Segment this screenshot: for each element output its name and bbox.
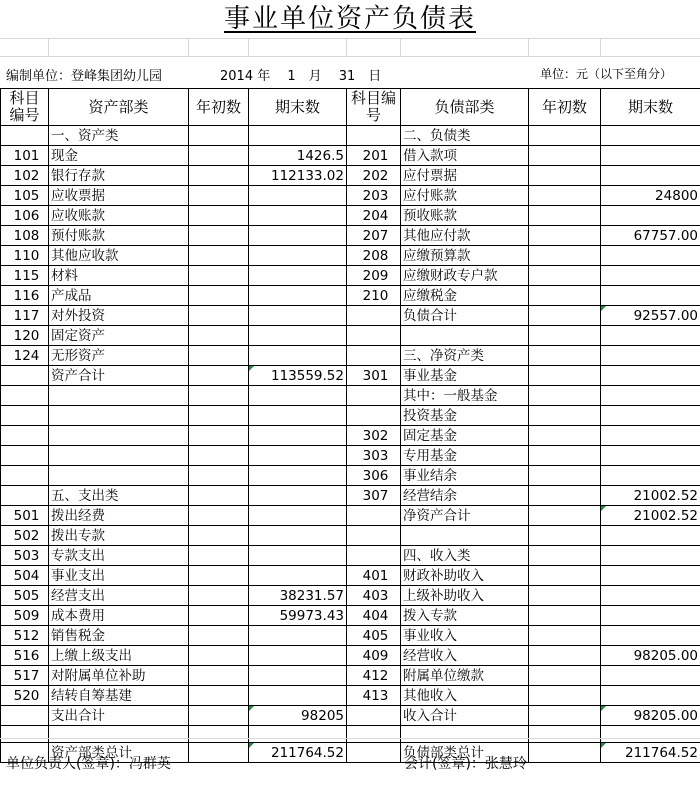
cell-liab-begin [529,366,601,386]
cell-liab-end [601,526,700,546]
cell-liab-end [601,166,700,186]
cell-liab-code: 204 [347,206,401,226]
cell-asset-name: 应收账款 [49,206,189,226]
reporting-unit: 编制单位：登峰集团幼儿园 [6,65,162,84]
cell-liab-end [601,466,700,486]
table-row [1,166,700,186]
cell-liab-name: 借入款项 [401,146,529,166]
cell-asset-code [1,446,49,466]
table-row [1,486,700,506]
cell-liab-end [601,686,700,706]
cell-asset-end [249,626,347,646]
cell-asset-begin [189,626,249,646]
cell-liab-name: 收入合计 [401,706,529,726]
cell-liab-name [401,326,529,346]
cell-liab-begin [529,326,601,346]
cell-asset-name: 一、资产类 [49,126,189,146]
cell-liab-begin [529,466,601,486]
cell-asset-name: 结转自筹基建 [49,686,189,706]
cell-liab-code [347,706,401,726]
cell-liab-code: 413 [347,686,401,706]
cell-liab-code [347,126,401,146]
cell-asset-name [49,406,189,426]
table-row [1,546,700,566]
cell-asset-end [249,246,347,266]
table-row [1,526,700,546]
cell-liab-end: 21002.52 [601,506,700,526]
cell-asset-name: 专款支出 [49,546,189,566]
cell-asset-end: 38231.57 [249,586,347,606]
table-row [1,226,700,246]
table-row [1,466,700,486]
cell-liab-name: 负债部类总计 [401,743,529,763]
cell-liab-begin [529,306,601,326]
cell-asset-end: 113559.52 [249,366,347,386]
cell-liab-code: 203 [347,186,401,206]
cell-asset-code [1,466,49,486]
cell-liab-code: 302 [347,426,401,446]
cell-liab-begin [529,506,601,526]
cell-asset-code: 512 [1,626,49,646]
table-row [1,326,700,346]
cell-asset-begin [189,166,249,186]
cell-liab-code: 202 [347,166,401,186]
table-row [1,246,700,266]
cell-asset-end [249,386,347,406]
cell-asset-begin [189,386,249,406]
cell-liab-begin [529,146,601,166]
table-row [1,126,700,146]
cell-liab-code [347,406,401,426]
cell-liab-begin [529,646,601,666]
cell-liab-code: 403 [347,586,401,606]
cell-asset-end: 59973.43 [249,606,347,626]
table-row [1,266,700,286]
cell-asset-name: 其他应收款 [49,246,189,266]
cell-asset-begin [189,486,249,506]
cell-asset-begin [189,126,249,146]
cell-asset-name: 对附属单位补助 [49,666,189,686]
cell-asset-end [249,686,347,706]
cell-liab-end [601,626,700,646]
cell-liab-name: 事业基金 [401,366,529,386]
cell-asset-code: 501 [1,506,49,526]
cell-asset-end [249,286,347,306]
cell-asset-code [1,366,49,386]
cell-liab-begin [529,446,601,466]
cell-asset-end [249,546,347,566]
cell-asset-end [249,426,347,446]
cell-asset-begin [189,526,249,546]
cell-liab-begin [529,666,601,686]
cell-liab-code: 208 [347,246,401,266]
cell-liab-name: 应付账款 [401,186,529,206]
report-date: 2014 年 1 月 31 日 [220,65,381,84]
cell-liab-end [601,386,700,406]
cell-asset-code: 110 [1,246,49,266]
table-row [1,426,700,446]
cell-asset-end [249,346,347,366]
cell-asset-end: 211764.52 [249,743,347,763]
cell-asset-code [1,386,49,406]
cell-liab-name: 事业收入 [401,626,529,646]
table-row [1,406,700,426]
cell-liab-end: 21002.52 [601,486,700,506]
cell-asset-begin [189,446,249,466]
cell-liab-name: 二、负债类 [401,126,529,146]
table-row [1,506,700,526]
cell-liab-begin [529,626,601,646]
cell-liab-name: 其中：一般基金 [401,386,529,406]
cell-liab-name: 固定基金 [401,426,529,446]
table-row [1,646,700,666]
cell-asset-name: 事业支出 [49,566,189,586]
cell-asset-begin [189,506,249,526]
cell-liab-code: 303 [347,446,401,466]
cell-asset-begin [189,266,249,286]
cell-asset-code [1,486,49,506]
cell-liab-end [601,286,700,306]
cell-liab-code [347,526,401,546]
cell-asset-name: 拨出经费 [49,506,189,526]
cell-liab-code [347,506,401,526]
currency-unit-note: 单位：元（以下至角分） [540,65,672,82]
cell-asset-begin [189,706,249,726]
cell-asset-code: 124 [1,346,49,366]
cell-asset-code: 517 [1,666,49,686]
cell-asset-name: 拨出专款 [49,526,189,546]
cell-asset-end [249,466,347,486]
cell-asset-begin [189,286,249,306]
header-spacer-row [0,38,700,57]
cell-asset-end: 1426.5 [249,146,347,166]
cell-asset-begin [189,246,249,266]
cell-liab-name: 三、净资产类 [401,346,529,366]
cell-asset-code [1,426,49,446]
cell-liab-end [601,406,700,426]
cell-asset-name: 销售税金 [49,626,189,646]
cell-asset-code: 117 [1,306,49,326]
cell-liab-end [601,126,700,146]
signature-row [0,738,700,789]
cell-asset-name: 经营支出 [49,586,189,606]
table-row [1,386,700,406]
table-row [1,346,700,366]
cell-liab-begin [529,706,601,726]
cell-liab-code: 401 [347,566,401,586]
header-asset-category: 资产部类 [49,89,189,126]
cell-liab-code [347,306,401,326]
cell-asset-code: 504 [1,566,49,586]
cell-asset-begin [189,646,249,666]
table-row [1,566,700,586]
cell-liab-begin [529,386,601,406]
cell-liab-code [347,386,401,406]
cell-liab-name: 财政补助收入 [401,566,529,586]
cell-asset-begin [189,666,249,686]
cell-asset-begin [189,566,249,586]
cell-asset-code: 516 [1,646,49,666]
cell-liab-begin [529,246,601,266]
cell-liab-begin [529,526,601,546]
cell-liab-end [601,546,700,566]
cell-liab-name: 其他收入 [401,686,529,706]
cell-asset-end [249,406,347,426]
cell-liab-begin [529,566,601,586]
balance-sheet-table [0,88,700,763]
cell-liab-code: 201 [347,146,401,166]
table-row [1,626,700,646]
report-info-row [0,56,700,89]
table-row [1,666,700,686]
cell-asset-name: 对外投资 [49,306,189,326]
cell-liab-code: 412 [347,666,401,686]
cell-liab-name [401,526,529,546]
report-title: 事业单位资产负债表 [0,0,700,38]
cell-liab-begin [529,606,601,626]
cell-asset-begin [189,686,249,706]
cell-liab-end [601,586,700,606]
cell-liab-begin [529,186,601,206]
cell-liab-name: 应缴财政专户款 [401,266,529,286]
table-header-row [1,89,700,126]
cell-asset-end [249,306,347,326]
cell-asset-begin [189,586,249,606]
cell-liab-code: 301 [347,366,401,386]
cell-liab-end [601,246,700,266]
cell-asset-end [249,226,347,246]
cell-liab-code [347,546,401,566]
cell-asset-name: 预付账款 [49,226,189,246]
header-end: 期末数 [249,89,347,126]
cell-asset-begin [189,426,249,446]
cell-asset-code [1,406,49,426]
cell-asset-begin [189,346,249,366]
cell-liab-begin [529,486,601,506]
cell-liab-name: 经营收入 [401,646,529,666]
header-end-2: 期末数 [601,89,700,126]
cell-asset-name [49,386,189,406]
cell-asset-code: 108 [1,226,49,246]
cell-liab-name: 经营结余 [401,486,529,506]
cell-asset-code: 105 [1,186,49,206]
cell-liab-begin [529,266,601,286]
cell-liab-name: 附属单位缴款 [401,666,529,686]
cell-asset-end [249,206,347,226]
cell-asset-name: 资产部类总计 [49,743,189,763]
cell-liab-name: 四、收入类 [401,546,529,566]
cell-asset-name: 成本费用 [49,606,189,626]
table-row [1,206,700,226]
cell-asset-name: 银行存款 [49,166,189,186]
cell-asset-name: 固定资产 [49,326,189,346]
cell-asset-end [249,486,347,506]
cell-asset-code: 520 [1,686,49,706]
cell-liab-begin [529,406,601,426]
cell-asset-code: 509 [1,606,49,626]
cell-asset-end [249,526,347,546]
cell-asset-begin [189,606,249,626]
cell-liab-code: 404 [347,606,401,626]
cell-asset-begin [189,306,249,326]
cell-liab-end [601,566,700,586]
header-code-2: 科目编号 [347,89,401,126]
cell-asset-end [249,506,347,526]
cell-asset-begin [189,206,249,226]
cell-asset-end [249,566,347,586]
cell-asset-code [1,126,49,146]
cell-liab-end [601,146,700,166]
cell-liab-end: 98205.00 [601,646,700,666]
cell-liab-name: 应付票据 [401,166,529,186]
cell-liab-code: 409 [347,646,401,666]
cell-liab-end: 67757.00 [601,226,700,246]
cell-asset-end [249,326,347,346]
cell-asset-end [249,186,347,206]
header-begin: 年初数 [189,89,249,126]
cell-asset-end [249,126,347,146]
cell-liab-end: 92557.00 [601,306,700,326]
cell-liab-code [347,326,401,346]
header-begin-2: 年初数 [529,89,601,126]
cell-liab-begin [529,426,601,446]
cell-asset-begin [189,546,249,566]
table-row [1,446,700,466]
table-row [1,686,700,706]
table-row [1,706,700,726]
cell-asset-begin [189,146,249,166]
cell-liab-name: 其他应付款 [401,226,529,246]
cell-liab-end [601,366,700,386]
cell-asset-name: 应收票据 [49,186,189,206]
cell-liab-begin [529,586,601,606]
cell-liab-begin [529,206,601,226]
cell-asset-code: 116 [1,286,49,306]
cell-liab-end [601,326,700,346]
cell-asset-begin [189,186,249,206]
table-row [1,286,700,306]
cell-liab-end [601,666,700,686]
table-row [1,146,700,166]
cell-liab-name: 净资产合计 [401,506,529,526]
table-row [1,306,700,326]
cell-asset-end [249,266,347,286]
cell-liab-end [601,266,700,286]
cell-liab-end: 98205.00 [601,706,700,726]
cell-liab-name: 投资基金 [401,406,529,426]
cell-asset-end: 98205 [249,706,347,726]
cell-asset-name [49,446,189,466]
cell-liab-end [601,426,700,446]
cell-asset-name: 材料 [49,266,189,286]
cell-liab-name: 预收账款 [401,206,529,226]
cell-liab-begin [529,686,601,706]
cell-liab-code: 207 [347,226,401,246]
cell-asset-code: 106 [1,206,49,226]
cell-liab-name: 事业结余 [401,466,529,486]
cell-asset-end [249,446,347,466]
cell-liab-begin [529,126,601,146]
cell-asset-code: 503 [1,546,49,566]
table-row [1,186,700,206]
cell-asset-name: 资产合计 [49,366,189,386]
cell-liab-code: 307 [347,486,401,506]
cell-asset-name [49,466,189,486]
cell-liab-code: 306 [347,466,401,486]
cell-asset-name: 五、支出类 [49,486,189,506]
cell-asset-end: 112133.02 [249,166,347,186]
cell-asset-name: 支出合计 [49,706,189,726]
cell-asset-begin [189,326,249,346]
table-row [1,606,700,626]
cell-asset-code: 101 [1,146,49,166]
unit-head-signature: 单位负责人(签章)：冯群英 [6,753,171,773]
cell-asset-code [1,706,49,726]
cell-liab-name: 应缴税金 [401,286,529,306]
cell-liab-end [601,606,700,626]
cell-asset-name [49,426,189,446]
cell-asset-begin [189,226,249,246]
cell-liab-begin [529,226,601,246]
cell-asset-begin [189,406,249,426]
cell-liab-end: 211764.52 [601,743,700,763]
cell-liab-code: 210 [347,286,401,306]
cell-asset-code: 102 [1,166,49,186]
table-row [1,366,700,386]
cell-liab-name: 负债合计 [401,306,529,326]
cell-asset-begin [189,466,249,486]
cell-asset-end [249,646,347,666]
cell-liab-end [601,346,700,366]
cell-liab-name: 上级补助收入 [401,586,529,606]
cell-asset-code: 120 [1,326,49,346]
cell-liab-name: 拨入专款 [401,606,529,626]
cell-liab-end [601,446,700,466]
cell-liab-end: 24800 [601,186,700,206]
cell-liab-code: 209 [347,266,401,286]
cell-liab-end [601,206,700,226]
cell-asset-code: 502 [1,526,49,546]
cell-liab-begin [529,166,601,186]
cell-asset-code: 115 [1,266,49,286]
cell-liab-name: 应缴预算款 [401,246,529,266]
cell-asset-begin [189,366,249,386]
cell-liab-begin [529,286,601,306]
cell-asset-name: 现金 [49,146,189,166]
cell-asset-name: 上缴上级支出 [49,646,189,666]
cell-asset-end [249,666,347,686]
cell-liab-name: 专用基金 [401,446,529,466]
header-code: 科目编号 [1,89,49,126]
cell-liab-begin [529,346,601,366]
table-row [1,586,700,606]
cell-liab-begin [529,546,601,566]
cell-liab-code [347,346,401,366]
cell-asset-name: 产成品 [49,286,189,306]
cell-asset-name: 无形资产 [49,346,189,366]
cell-liab-code: 405 [347,626,401,646]
accountant-signature: 会计(签章)：张慧玲 [404,753,527,773]
header-liability-category: 负债部类 [401,89,529,126]
cell-asset-code: 505 [1,586,49,606]
